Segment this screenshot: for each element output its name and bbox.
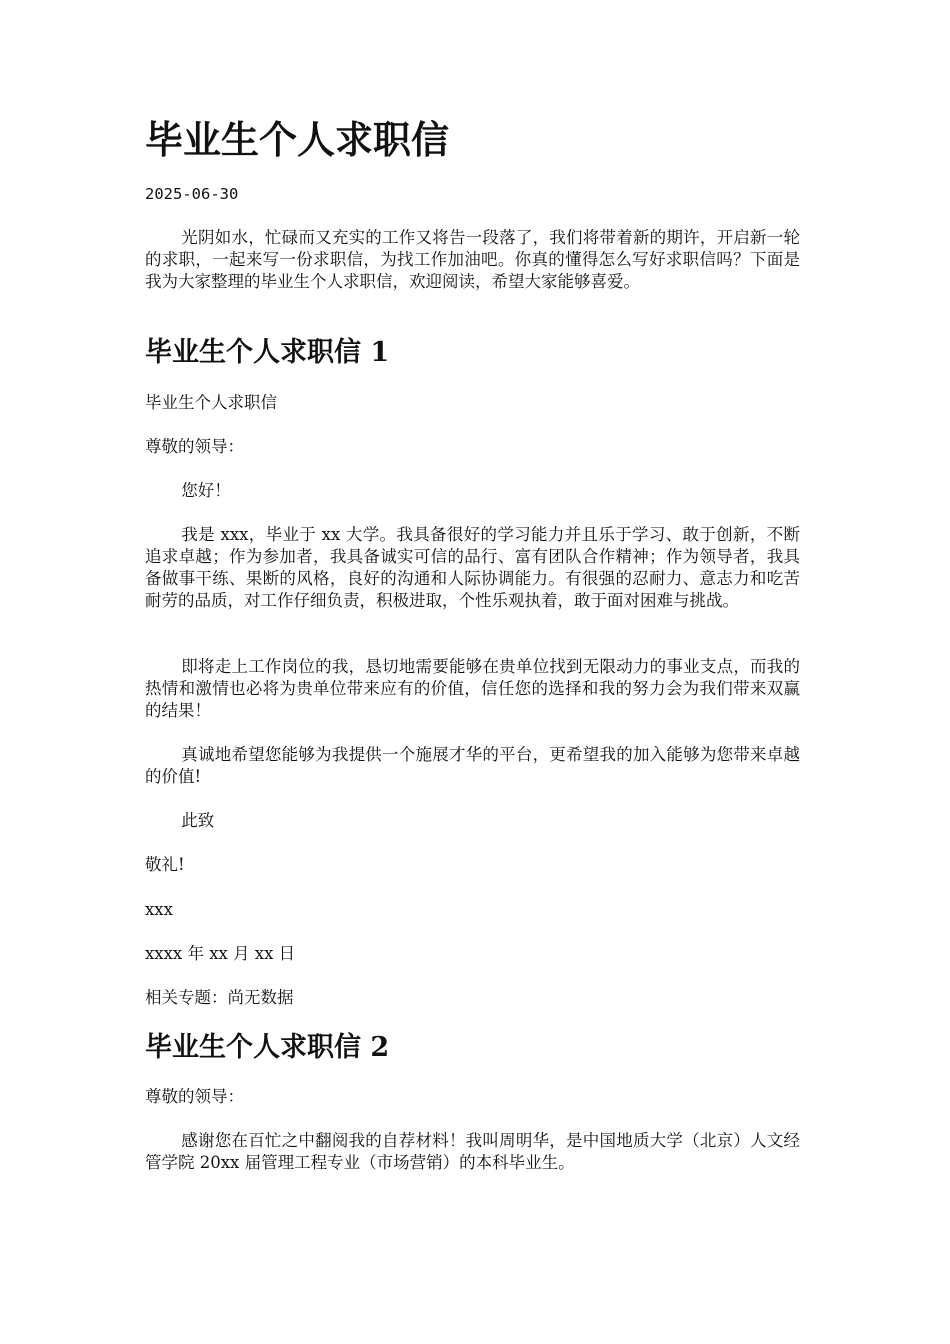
document-title: 毕业生个人求职信 [145, 117, 450, 162]
closing-line-1: 此致 [181, 811, 215, 830]
section-2-heading: 毕业生个人求职信 2 [145, 1032, 390, 1063]
section-1-subtitle: 毕业生个人求职信 [145, 393, 277, 412]
publish-date: 2025-06-30 [145, 185, 239, 203]
intro-paragraph: 光阴如水，忙碌而又充实的工作又将告一段落了，我们将带着新的期许，开启新一轮的求职，一起来写一份求职信，为找工作加油吧。你真的懂得怎么写好求职信吗？下面是我为大家整理的毕业生个人求职信，欢迎阅读，希望大家能够喜爱。 [145, 228, 800, 291]
section-2-paragraph-1: 感谢您在百忙之中翻阅我的自荐材料！我叫周明华，是中国地质大学（北京）人文经管学院 20xx 届管理工程专业（市场营销）的本科毕业生。 [145, 1131, 800, 1172]
section-1-paragraph-3: 真诚地希望您能够为我提供一个施展才华的平台，更希望我的加入能够为您带来卓越的价值! [145, 745, 800, 786]
section-1-heading: 毕业生个人求职信 1 [145, 337, 390, 368]
section-1-paragraph-2: 即将走上工作岗位的我，恳切地需要能够在贵单位找到无限动力的事业支点，而我的热情和激情也必将为贵单位带来应有的价值，信任您的选择和我的努力会为我们带来双赢的结果！ [145, 657, 800, 720]
closing-line-2: 敬礼! [145, 855, 185, 874]
signature: xxx [145, 900, 173, 919]
related-topics: 相关专题：尚无数据 [145, 988, 294, 1007]
section-1-paragraph-1: 我是 xxx，毕业于 xx 大学。我具备很好的学习能力并且乐于学习、敢于创新，不断追求卓越；作为参加者，我具备诚实可信的品行、富有团队合作精神；作为领导者，我具备做事干练、果断的风格，良好的沟通和人际协调能力。有很强的忍耐力、意志力和吃苦耐劳的品质，对工作仔细负责，积极进取，个性乐观执着，敢于面对困难与挑战。 [145, 525, 800, 610]
sign-date: xxxx 年 xx 月 xx 日 [145, 944, 296, 963]
section-1-salutation: 尊敬的领导： [145, 437, 244, 456]
section-1-greeting: 您好！ [181, 481, 231, 500]
section-2-salutation: 尊敬的领导： [145, 1087, 244, 1106]
